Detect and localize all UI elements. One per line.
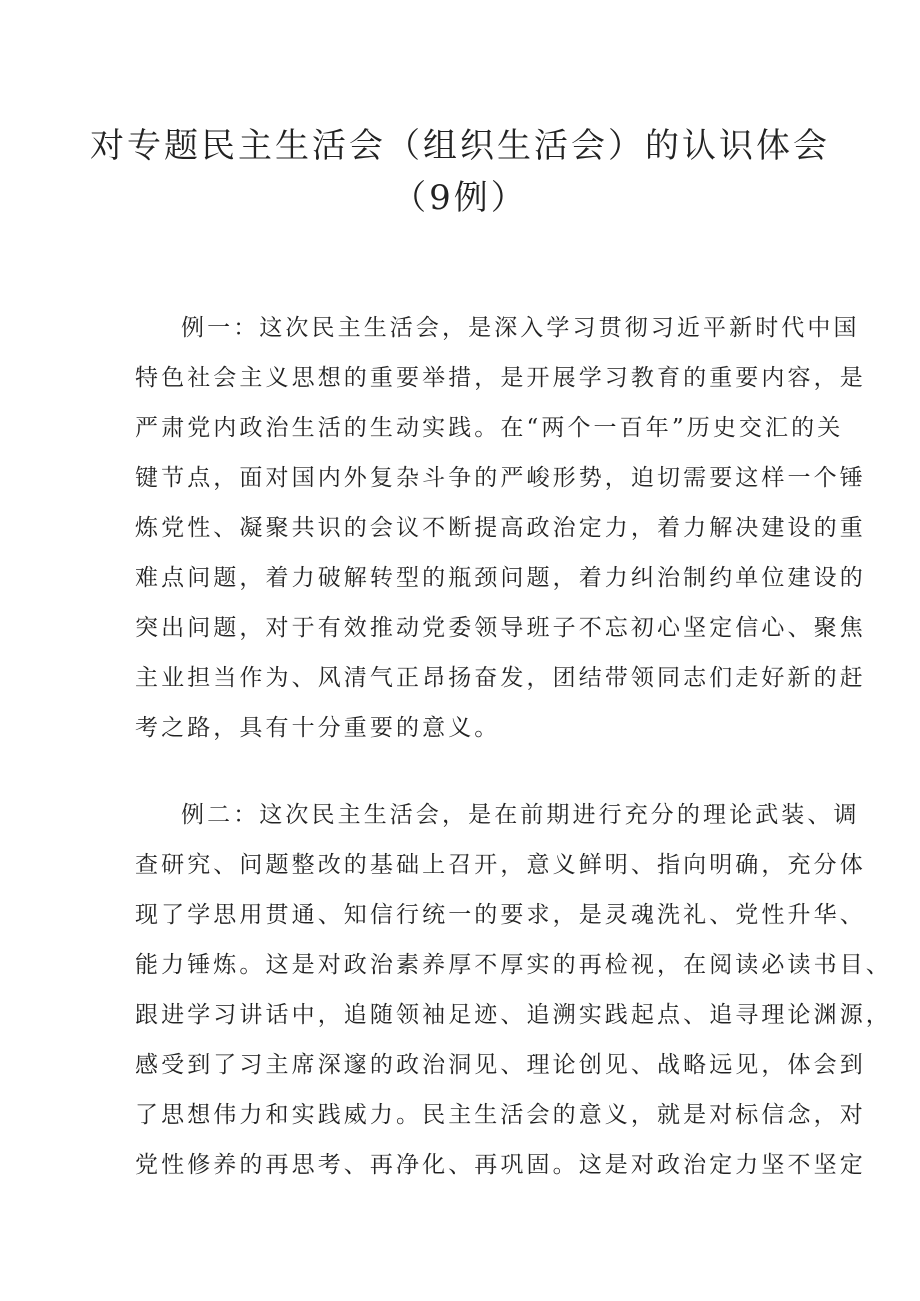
text-line: 例二：这次民主生活会，是在前期进行充分的理论武装、调 [181, 802, 860, 828]
text-line: 跟进学习讲话中，追随领袖足迹、追溯实践起点、追寻理论渊源， [135, 1002, 892, 1028]
text-line: 键节点，面对国内外复杂斗争的严峻形势，迫切需要这样一个锤 [135, 465, 866, 491]
text-line: 了思想伟力和实践威力。民主生活会的意义，就是对标信念，对 [135, 1102, 866, 1128]
text-line: 感受到了习主席深邃的政治洞见、理论创见、战略远见，体会到 [135, 1052, 866, 1078]
text-line: 严肃党内政治生活的生动实践。在“两个一百年”历史交汇的关 [135, 415, 844, 441]
text-line: 现了学思用贯通、知信行统一的要求，是灵魂洗礼、党性升华、 [135, 902, 866, 928]
paragraph-example-2 [135, 790, 892, 1190]
text-line: 考之路，具有十分重要的意义。 [135, 715, 501, 741]
text-line: 难点问题，着力破解转型的瓶颈问题，着力纠治制约单位建设的 [135, 565, 866, 591]
title-line-2: （9例） [392, 178, 528, 218]
text-line: 能力锤炼。这是对政治素养厚不厚实的再检视，在阅读必读书目、 [135, 952, 892, 978]
text-line: 查研究、问题整改的基础上召开，意义鲜明、指向明确，充分体 [135, 852, 866, 878]
text-line: 炼党性、凝聚共识的会议不断提高政治定力，着力解决建设的重 [135, 515, 866, 541]
paragraph-example-1 [135, 303, 866, 753]
title-line-1: 对专题民主生活会（组织生活会）的认识体会 [90, 126, 830, 166]
text-line: 主业担当作为、风清气正昂扬奋发，团结带领同志们走好新的赶 [135, 665, 866, 691]
text-line: 突出问题，对于有效推动党委领导班子不忘初心坚定信心、聚焦 [135, 615, 866, 641]
text-line: 党性修养的再思考、再净化、再巩固。这是对政治定力坚不坚定 [135, 1152, 866, 1178]
text-line: 例一：这次民主生活会，是深入学习贯彻习近平新时代中国 [181, 315, 860, 341]
text-line: 特色社会主义思想的重要举措，是开展学习教育的重要内容，是 [135, 365, 866, 391]
document-title [0, 124, 920, 220]
